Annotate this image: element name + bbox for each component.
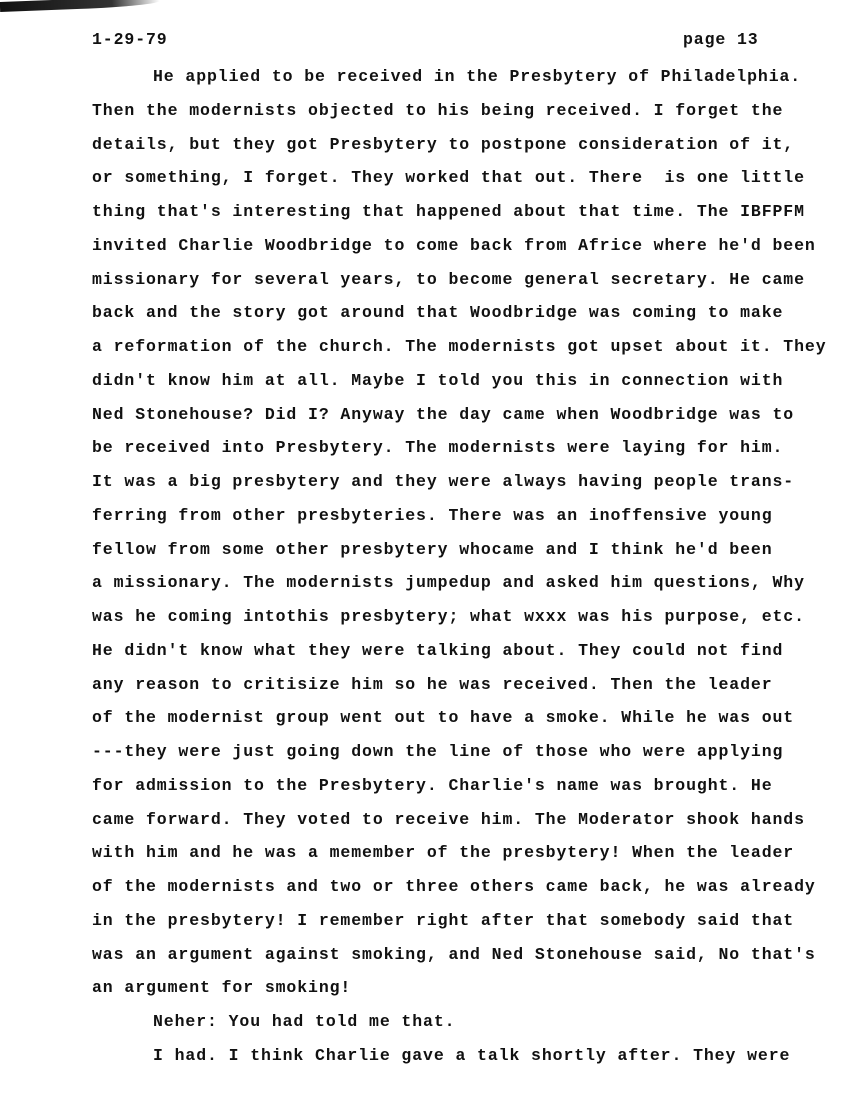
text-line: of the modernist group went out to have a smoke. While he was out [92, 708, 795, 728]
text-line: fellow from some other presbytery whocame and I think he'd been [92, 539, 773, 559]
text-line: was he coming intothis presbytery; what wxxx was his purpose, etc. [92, 607, 805, 626]
text-line: ferring from other presbyteries. There was an inoffensive young [92, 505, 773, 525]
text-line: was an argument against smoking, and Ned Stonehouse said, No that's [92, 944, 816, 964]
text-line: Ned Stonehouse? Did I? Anyway the day came when Woodbridge was to [92, 404, 795, 424]
text-line: details, but they got Presbytery to postpone consideration of it, [92, 134, 795, 154]
scan-edge-mark [0, 0, 160, 12]
text-line: back and the story got around that Woodbridge was coming to make [92, 303, 784, 323]
text-line: It was a big presbytery and they were always having people trans- [92, 472, 795, 491]
text-line: invited Charlie Woodbridge to come back from Africe where he'd been [92, 235, 816, 255]
page-number: page 13 [683, 30, 759, 49]
text-line: for admission to the Presbytery. Charlie's name was brought. He [92, 775, 773, 795]
text-line: a reformation of the church. The modernists got upset about it. They [92, 337, 827, 356]
text-line: thing that's interesting that happened about that time. The IBFPFM [92, 202, 805, 221]
text-line: missionary for several years, to become general secretary. He came [92, 269, 805, 289]
text-line: Then the modernists objected to his being received. I forget the [92, 100, 784, 120]
text-line: didn't know him at all. Maybe I told you this in connection with [92, 370, 784, 390]
text-line: in the presbytery! I remember right after that somebody said that [92, 910, 795, 930]
text-line: He applied to be received in the Presbytery of Philadelphia. [153, 67, 802, 86]
text-line: or something, I forget. They worked that out. There is one little [92, 168, 805, 188]
text-line: with him and he was a memember of the presbytery! When the leader [92, 843, 795, 863]
text-line: an argument for smoking! [92, 978, 352, 998]
document-date: 1-29-79 [92, 30, 168, 49]
text-line: of the modernists and two or three others came back, he was already [92, 877, 816, 896]
text-line: be received into Presbytery. The modernists were laying for him. [92, 438, 784, 458]
text-line: Neher: You had told me that. [153, 1012, 456, 1031]
text-line: came forward. They voted to receive him. The Moderator shook hands [92, 809, 805, 829]
text-line: He didn't know what they were talking about. They could not find [92, 640, 784, 660]
text-line: I had. I think Charlie gave a talk shortly after. They were [153, 1045, 791, 1065]
text-line: ---they were just going down the line of those who were applying [92, 742, 784, 761]
text-line: a missionary. The modernists jumpedup and asked him questions, Why [92, 573, 805, 593]
text-line: any reason to critisize him so he was received. Then the leader [92, 674, 773, 694]
